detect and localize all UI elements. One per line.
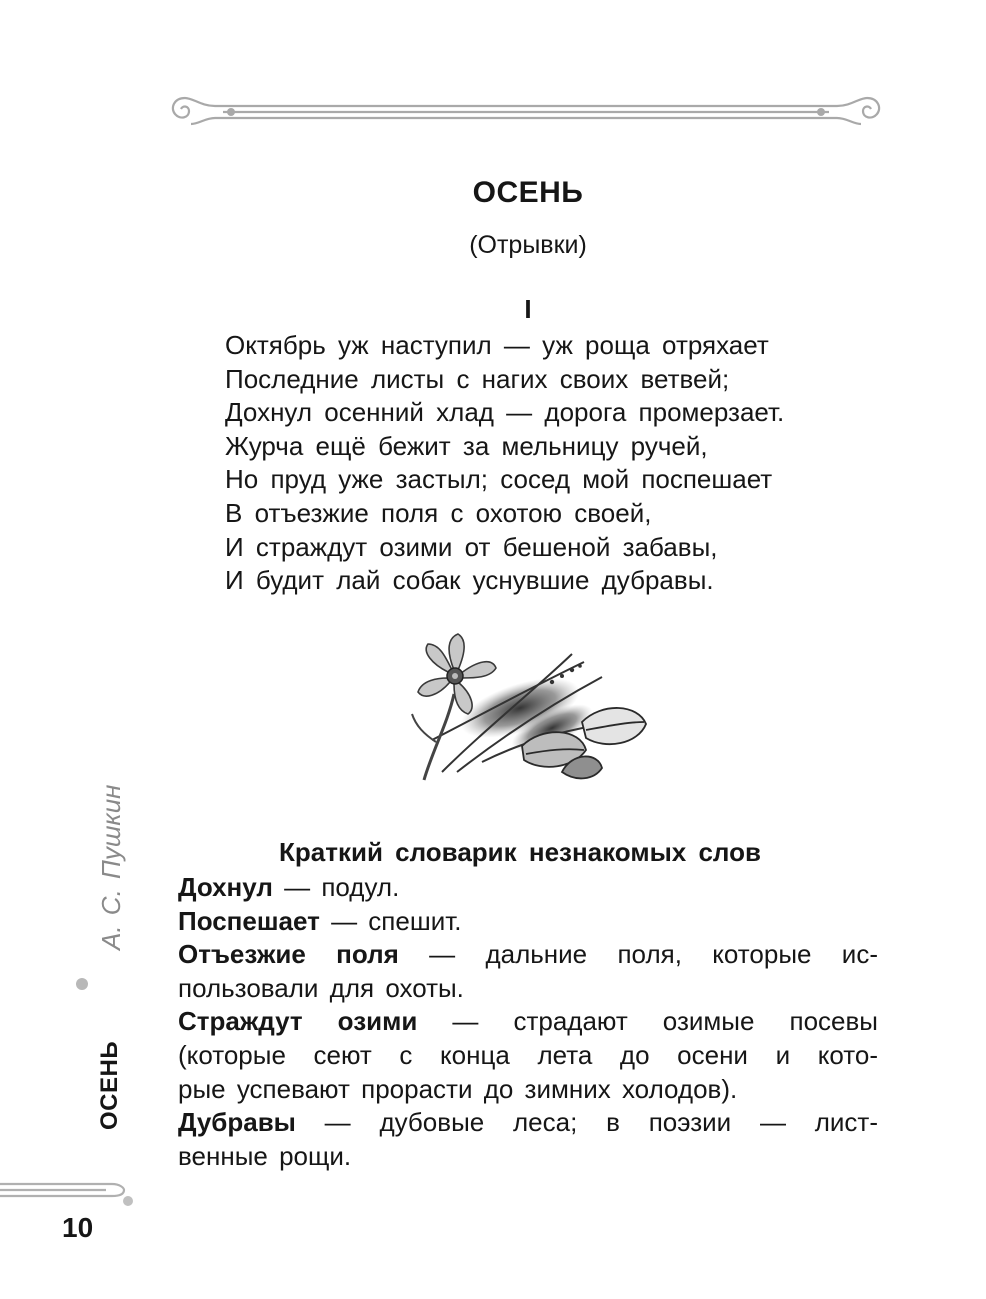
glossary-dash: — [272, 872, 322, 902]
poem-stanza [225, 329, 885, 598]
running-head-title: ОСЕНЬ [96, 1040, 123, 1130]
running-head-author: А. С. Пушкин [96, 784, 126, 950]
autumn-flower-illustration [402, 622, 664, 782]
glossary-entry [178, 938, 878, 1005]
glossary-definition: пользовали для охоты. [178, 972, 464, 1003]
glossary-dash: — [398, 939, 486, 970]
poem-subtitle: (Отрывки) [469, 231, 587, 259]
page-number-ornament [0, 1176, 140, 1216]
running-head-dot [76, 978, 88, 990]
glossary-definition: дубовые леса; в поэзии — лист- [379, 1107, 878, 1138]
poem-line: Октябрь уж наступил — уж роща отряхает [225, 330, 769, 360]
glossary-definition: подул. [321, 872, 400, 902]
glossary-dash: — [417, 1006, 514, 1037]
glossary-entry [178, 905, 878, 939]
poem-line: В отъезжие поля с охотою своей, [225, 497, 652, 528]
glossary [178, 871, 878, 1173]
poem-title: ОСЕНЬ [472, 176, 584, 209]
glossary-definition: (которые сеют с конца лета до осени и кото- [178, 1039, 878, 1070]
glossary-definition: спешит. [368, 905, 462, 936]
glossary-term: Страждут озими [178, 1006, 418, 1037]
poem-line: Дохнул осенний хлад — дорога промерзает. [225, 397, 785, 428]
poem-line: И будит лай собак уснувшие дубравы. [225, 565, 714, 596]
glossary-definition: страдают озимые посевы [513, 1006, 878, 1037]
glossary-term: Дубравы [178, 1107, 296, 1138]
glossary-definition: рые успевают прорасти до зимних холодов). [178, 1073, 738, 1104]
poem-line: Последние листы с нагих своих ветвей; [225, 363, 730, 394]
glossary-title: Краткий словарик незнакомых слов [279, 837, 761, 867]
glossary-entry [178, 1106, 878, 1173]
poem-line: Но пруд уже застыл; сосед мой поспешает [225, 464, 773, 495]
top-ornament [165, 88, 887, 130]
glossary-term: Дохнул [178, 872, 273, 902]
glossary-entry [178, 871, 878, 905]
poem-line: И страждут озими от бешеной забавы, [225, 531, 718, 562]
page-number: 10 [62, 1212, 94, 1243]
glossary-dash: — [319, 905, 369, 936]
glossary-dash: — [295, 1107, 380, 1138]
poem-line: Журча ещё бежит за мельницу ручей, [225, 430, 708, 461]
glossary-term: Поспешает [178, 905, 320, 936]
glossary-definition: дальние поля, которые ис- [485, 939, 878, 970]
glossary-term: Отъезжие поля [178, 939, 399, 970]
section-number: I [524, 294, 532, 324]
glossary-definition: венные рощи. [178, 1140, 352, 1171]
glossary-entry [178, 1005, 878, 1106]
